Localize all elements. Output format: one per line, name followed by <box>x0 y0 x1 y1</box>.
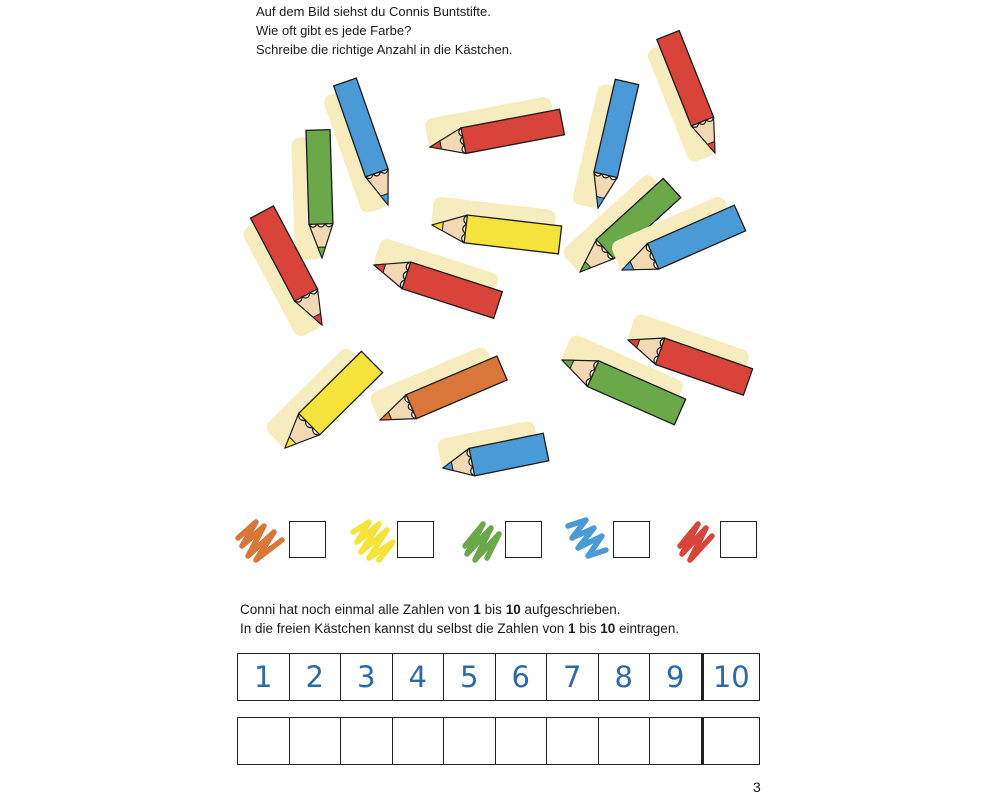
red-count-box[interactable] <box>720 521 757 558</box>
empty-number-cell[interactable] <box>237 717 290 765</box>
red-scribble-icon <box>672 516 724 564</box>
blue-pencil <box>436 419 549 482</box>
numbers-task-text <box>240 600 679 638</box>
red-pencil <box>424 94 565 159</box>
number-cell: 7 <box>547 653 599 701</box>
yellow-pencil <box>263 341 382 460</box>
number-cell: 10 <box>704 653 761 701</box>
empty-number-cell[interactable] <box>547 717 599 765</box>
number-cell: 4 <box>393 653 445 701</box>
blue-scribble-icon <box>562 516 614 564</box>
number-cell: 6 <box>496 653 548 701</box>
number-cell: 1 <box>237 653 290 701</box>
instruction-line-1: Auf dem Bild siehst du Connis Buntstifte. <box>256 4 491 19</box>
empty-number-cell[interactable] <box>393 717 445 765</box>
numbers-task-line-1: Conni hat noch einmal alle Zahlen von 1 bis 10 aufgeschrieben. <box>240 602 621 617</box>
green-count-box[interactable] <box>505 521 542 558</box>
number-cell: 9 <box>650 653 704 701</box>
empty-number-cell[interactable] <box>650 717 704 765</box>
yellow-pencil <box>429 196 563 254</box>
empty-number-cell[interactable] <box>341 717 393 765</box>
color-count-row <box>232 512 772 572</box>
empty-number-cell[interactable] <box>599 717 651 765</box>
page-number: 3 <box>753 779 761 795</box>
yellow-scribble-icon <box>349 516 401 564</box>
instruction-line-3: Schreibe die richtige Anzahl in die Kästchen. <box>256 42 513 57</box>
empty-numbers-row <box>237 717 760 765</box>
empty-number-cell[interactable] <box>444 717 496 765</box>
brown-scribble-icon <box>234 516 286 564</box>
written-numbers-row <box>237 653 760 701</box>
number-cell: 8 <box>599 653 651 701</box>
green-pencil <box>291 130 334 260</box>
blue-count-box[interactable] <box>613 521 650 558</box>
empty-number-cell[interactable] <box>704 717 761 765</box>
number-cell: 2 <box>290 653 342 701</box>
red-pencil <box>369 237 507 318</box>
red-pencil <box>643 31 727 164</box>
number-cell: 3 <box>341 653 393 701</box>
yellow-count-box[interactable] <box>397 521 434 558</box>
instruction-line-2: Wie oft gibt es jede Farbe? <box>256 23 412 38</box>
number-cell: 5 <box>444 653 496 701</box>
empty-number-cell[interactable] <box>496 717 548 765</box>
brown-count-box[interactable] <box>289 521 326 558</box>
numbers-task-line-2: In die freien Kästchen kannst du selbst die Zahlen von 1 bis 10 eintragen. <box>240 621 680 636</box>
empty-number-cell[interactable] <box>290 717 342 765</box>
green-scribble-icon <box>459 516 511 564</box>
brown-pencil <box>368 342 507 432</box>
